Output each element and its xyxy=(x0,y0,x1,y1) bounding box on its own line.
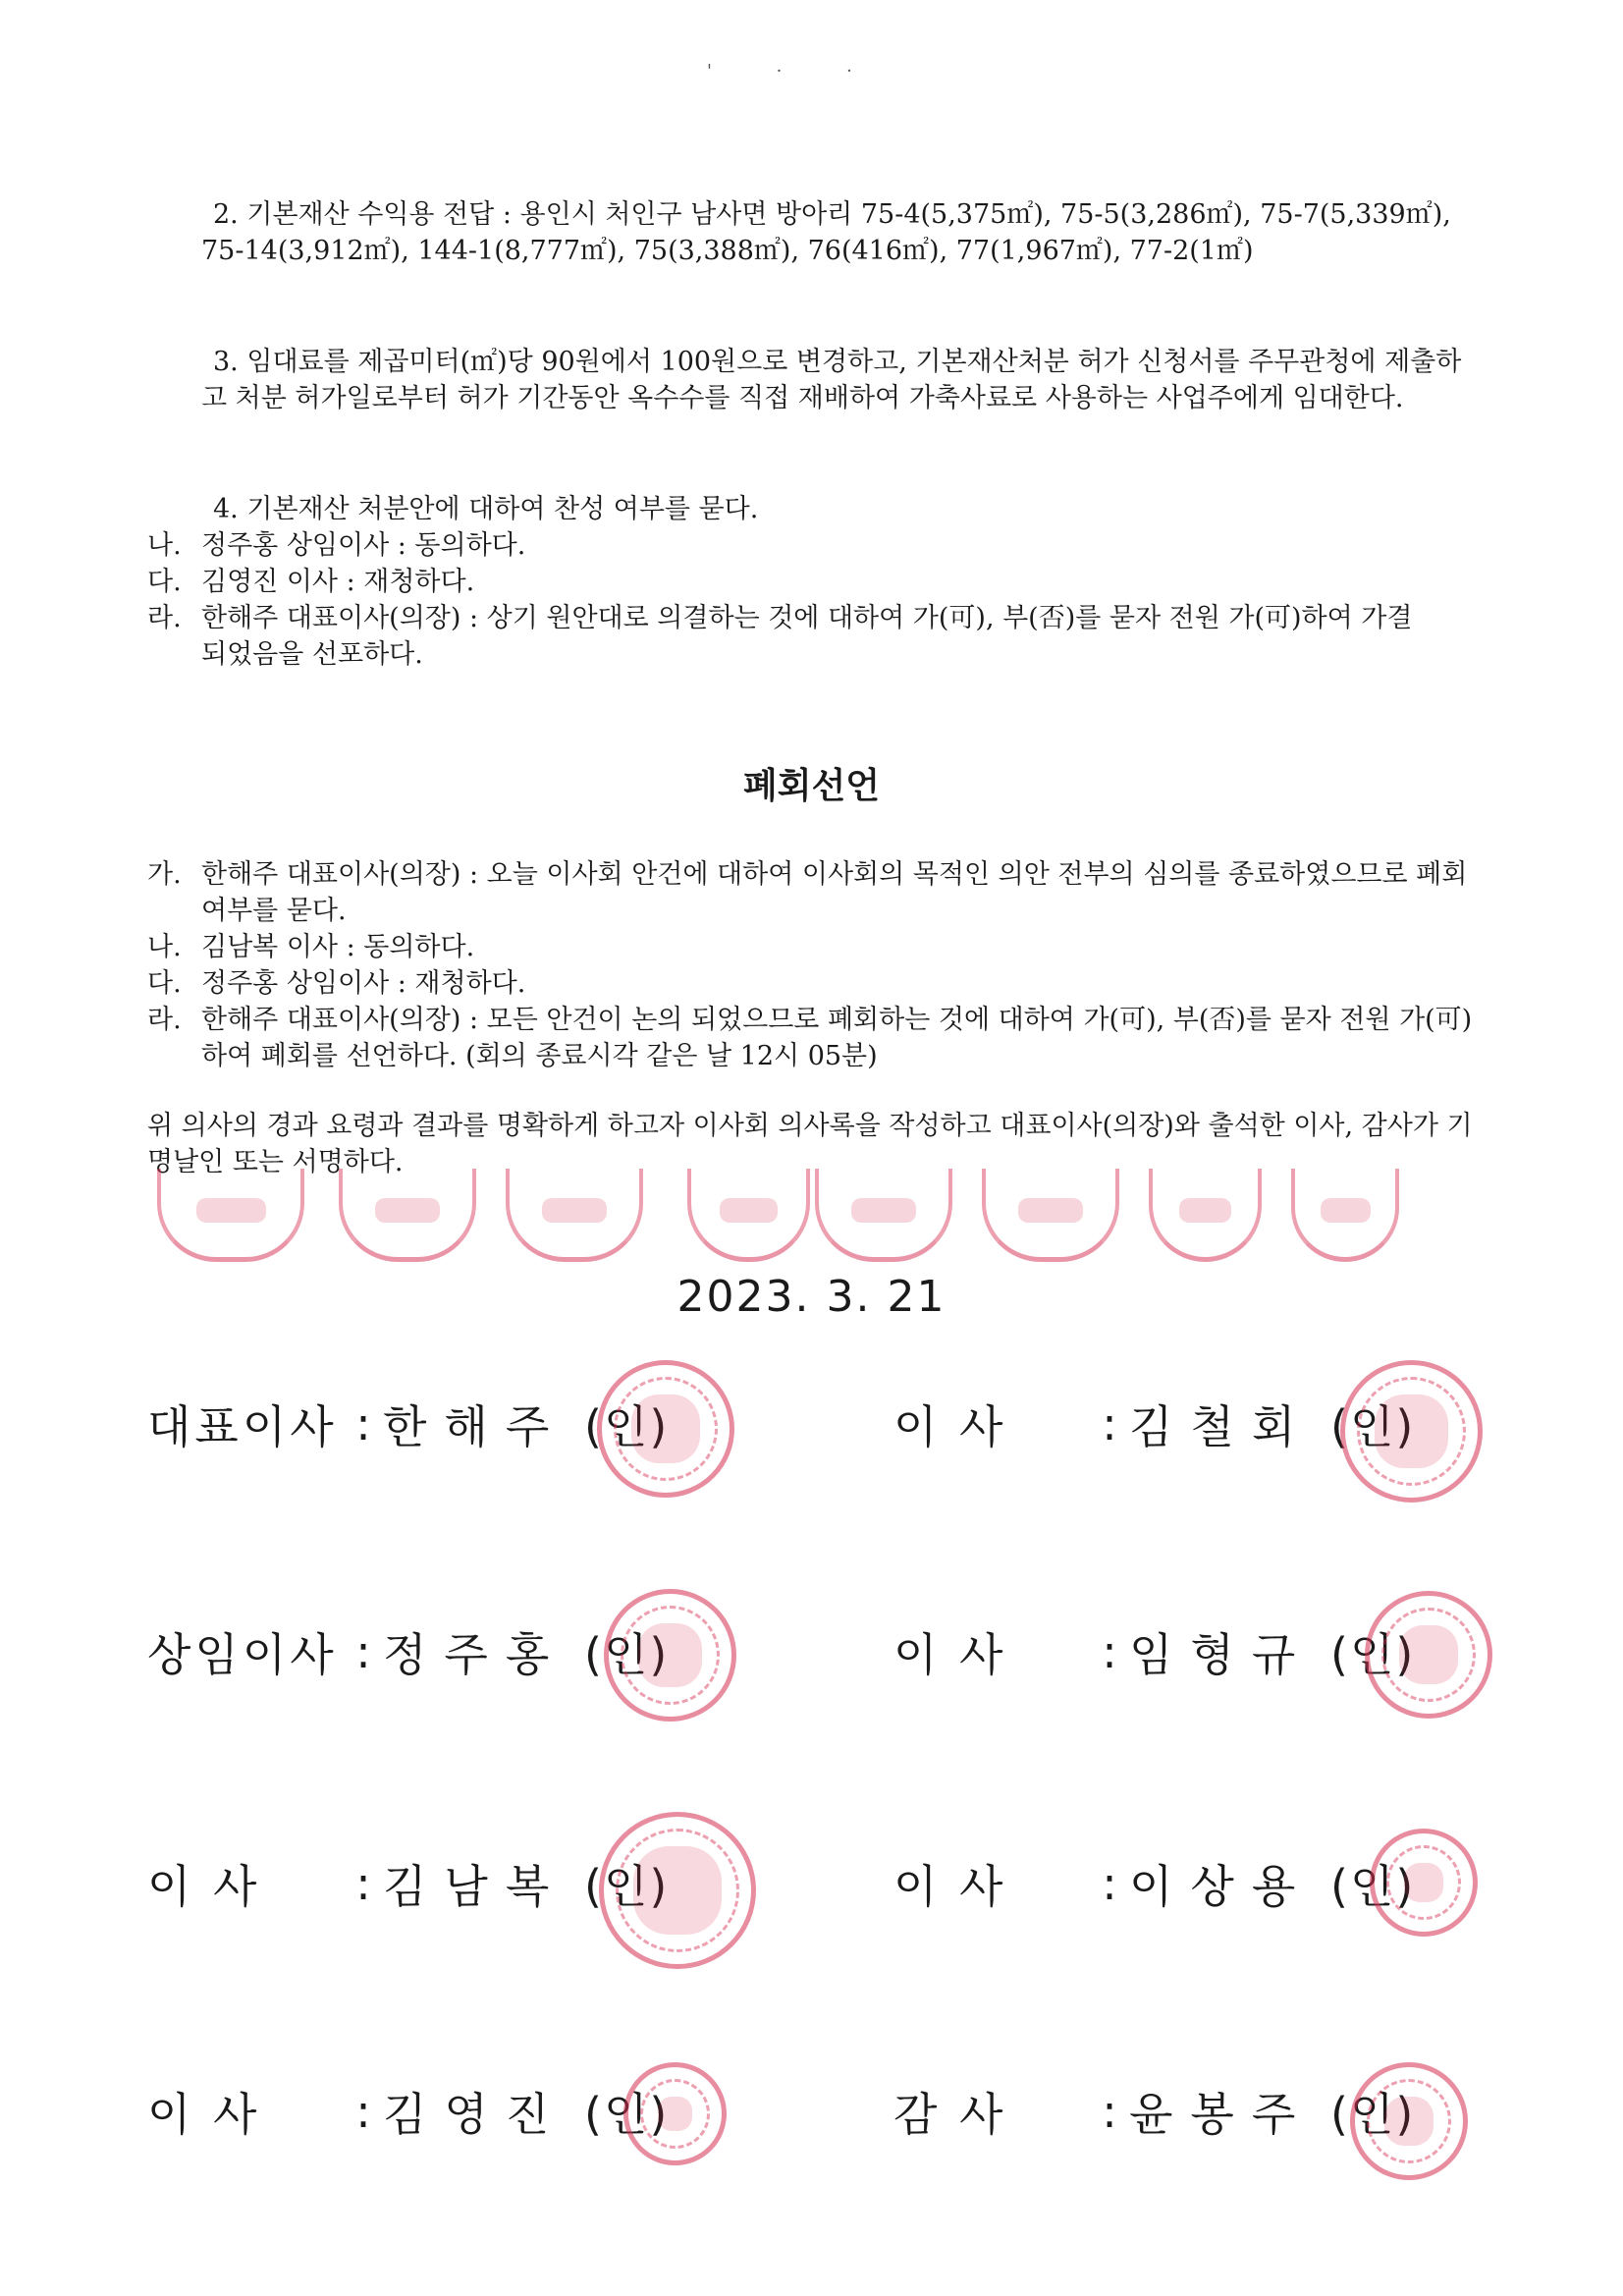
seal-label: (인) xyxy=(1330,1400,1416,1453)
partial-seal-stamp xyxy=(982,1169,1119,1262)
vote-item xyxy=(147,527,1483,564)
seal-stamp xyxy=(623,2062,727,2165)
seal-stamp xyxy=(1350,2062,1468,2180)
signatory-colon: : xyxy=(355,1857,371,1910)
list-text: 김남복 이사 : 동의하다. xyxy=(201,932,475,962)
signatory-role: 대표이사 xyxy=(147,1400,338,1453)
partial-seal-stamp xyxy=(687,1169,810,1262)
partial-seal-stamp xyxy=(339,1169,476,1262)
signatory-name: 김남복 xyxy=(383,1860,568,1913)
agenda-item-text: 기본재산 처분안에 대하여 찬성 여부를 묻다. xyxy=(246,494,759,524)
signature-line xyxy=(893,2082,1415,2141)
signature-line xyxy=(147,2082,669,2141)
seal-stamp xyxy=(1370,1829,1478,1937)
signature-line xyxy=(147,1854,669,1913)
signatory-role: 상임이사 xyxy=(147,1628,338,1681)
signatory-colon: : xyxy=(1102,2085,1117,2138)
signatory-name: 윤봉주 xyxy=(1129,2088,1314,2141)
seal-label: (인) xyxy=(1330,1860,1416,1913)
signatory-role: 이 사 xyxy=(147,2088,261,2141)
list-marker: 라. xyxy=(147,1005,182,1035)
list-text: 정주홍 상임이사 : 재청하다. xyxy=(201,968,526,999)
seal-label: (인) xyxy=(584,1400,670,1453)
list-marker: 가. xyxy=(147,859,182,890)
list-marker: 나. xyxy=(147,530,182,561)
closing-item xyxy=(147,929,1483,965)
signature-line xyxy=(893,1394,1415,1453)
seal-stamp xyxy=(597,1360,734,1498)
signatory-colon: : xyxy=(355,2085,371,2138)
agenda-item-number: 4. xyxy=(213,494,239,524)
signatory-colon: : xyxy=(1102,1397,1117,1450)
list-marker: 라. xyxy=(147,603,182,633)
agenda-item-text: 기본재산 수익용 전답 : 용인시 처인구 남사면 방아리 75-4(5,375㎡), 75-5(3,286㎡), 75-7(5,339㎡), 75-14(3,912㎡), 144-1(8,777㎡), 75(3,388㎡), 76(416㎡), 77(1,967㎡), 77-2(1㎡) xyxy=(201,199,1451,266)
signatory-role: 감 사 xyxy=(893,2088,1007,2141)
vote-item xyxy=(147,564,1483,600)
signatory-role: 이 사 xyxy=(893,1628,1007,1681)
seal-stamp xyxy=(599,1812,756,1969)
signature-line xyxy=(893,1622,1415,1681)
seal-label: (인) xyxy=(584,1628,670,1681)
seal-label: (인) xyxy=(584,2088,670,2141)
signatory-role: 이 사 xyxy=(893,1400,1007,1453)
agenda-item-3 xyxy=(201,344,1478,416)
seal-label: (인) xyxy=(1330,2088,1416,2141)
closing-heading: 폐회선언 xyxy=(742,766,881,806)
agenda-item-number: 3. xyxy=(213,347,239,377)
signatory-name: 정주홍 xyxy=(383,1628,568,1681)
signatory-role: 이 사 xyxy=(147,1860,261,1913)
seal-label: (인) xyxy=(584,1860,670,1913)
closing-item xyxy=(147,1002,1483,1074)
list-text: 김영진 이사 : 재청하다. xyxy=(201,567,475,597)
list-text: 정주홍 상임이사 : 동의하다. xyxy=(201,530,526,561)
signatory-name: 임형규 xyxy=(1129,1628,1314,1681)
partial-seal-stamp xyxy=(815,1169,952,1262)
agenda-item-4 xyxy=(201,491,1478,527)
signatory-colon: : xyxy=(1102,1625,1117,1678)
signature-line xyxy=(893,1854,1415,1913)
partial-seal-stamp xyxy=(1149,1169,1262,1262)
seal-stamp xyxy=(604,1589,736,1722)
seal-stamp xyxy=(1340,1360,1483,1503)
signatory-colon: : xyxy=(355,1625,371,1678)
list-marker: 다. xyxy=(147,567,182,597)
seal-label: (인) xyxy=(1330,1628,1416,1681)
list-text: 한해주 대표이사(의장) : 오늘 이사회 안건에 대하여 이사회의 목적인 의안 전부의 심의를 종료하였으므로 폐회 여부를 묻다. xyxy=(201,859,1468,926)
closing-item xyxy=(147,965,1483,1002)
signatory-name: 김철회 xyxy=(1129,1400,1314,1453)
closing-statement: 위 의사의 경과 요령과 결과를 명확하게 하고자 이사회 의사록을 작성하고 대표이사(의장)와 출석한 이사, 감사가 기명날인 또는 서명하다. xyxy=(147,1111,1473,1177)
signatory-name: 김영진 xyxy=(383,2088,568,2141)
signature-line xyxy=(147,1394,669,1453)
signatory-name: 이상용 xyxy=(1129,1860,1314,1913)
partial-seal-stamp xyxy=(506,1169,643,1262)
seal-stamp xyxy=(1365,1591,1492,1719)
signatory-colon: : xyxy=(355,1397,371,1450)
signatory-name: 한해주 xyxy=(383,1400,568,1453)
agenda-item-2 xyxy=(201,196,1478,269)
partial-seal-stamp xyxy=(1291,1169,1399,1262)
list-marker: 다. xyxy=(147,968,182,999)
vote-item xyxy=(147,600,1424,673)
signatory-colon: : xyxy=(1102,1857,1117,1910)
partial-seal-stamp xyxy=(157,1169,304,1262)
scan-marks: ' · · xyxy=(707,61,882,82)
list-text: 한해주 대표이사(의장) : 상기 원안대로 의결하는 것에 대하여 가(可), 부(否)를 묻자 전원 가(可)하여 가결되었음을 선포하다. xyxy=(201,603,1413,670)
signing-date: 2023. 3. 21 xyxy=(676,1272,947,1322)
agenda-item-text: 임대료를 제곱미터(㎡)당 90원에서 100원으로 변경하고, 기본재산처분 허가 신청서를 주무관청에 제출하고 처분 허가일로부터 허가 기간동안 옥수수를 직접 재배하여 가축사료로 사용하는 사업주에게 임대한다. xyxy=(201,347,1462,413)
signature-line xyxy=(147,1622,669,1681)
agenda-item-number: 2. xyxy=(213,199,239,230)
closing-item xyxy=(147,856,1483,929)
list-marker: 나. xyxy=(147,932,182,962)
list-text: 한해주 대표이사(의장) : 모든 안건이 논의 되었으므로 폐회하는 것에 대하여 가(可), 부(否)를 묻자 전원 가(可)하여 폐회를 선언하다. (회의 종료시각 같은 날 12시 05분) xyxy=(201,1005,1473,1071)
signatory-role: 이 사 xyxy=(893,1860,1007,1913)
